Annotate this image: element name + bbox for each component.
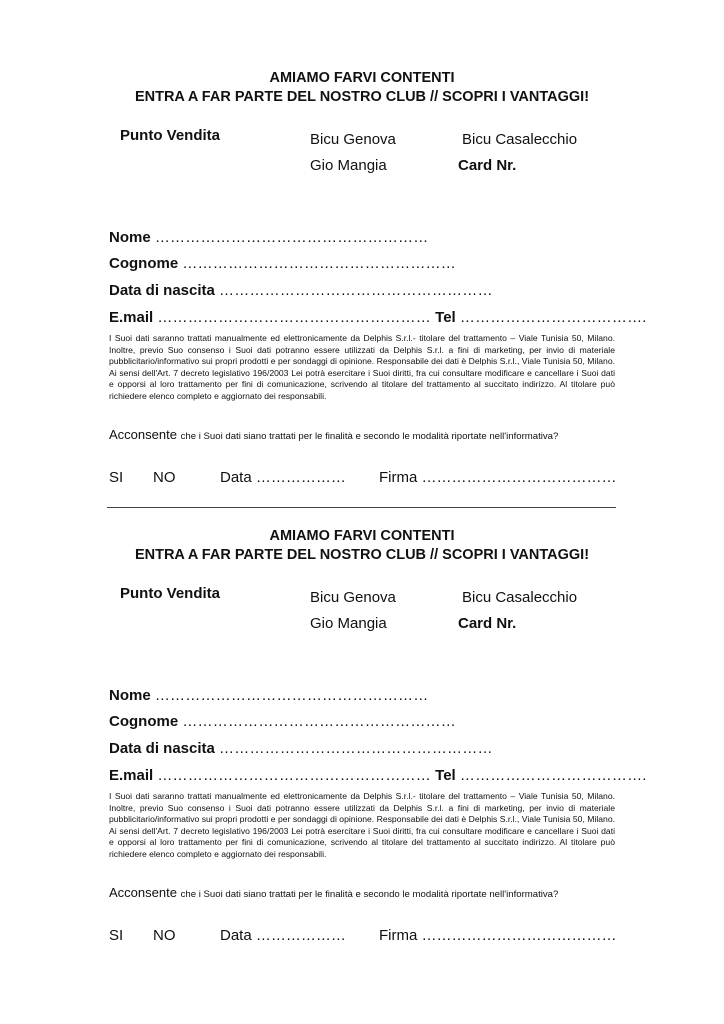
email-label: E.mail xyxy=(109,309,154,326)
tel-label: Tel xyxy=(435,767,456,784)
punto-vendita-label: Punto Vendita xyxy=(120,585,221,602)
privacy-notice: I Suoi dati saranno trattati manualmente ed elettronicamente da Delphis S.r.l.- titolare del trattamento – Viale Tunisia 50, Milano. Inoltre, previo Suo consenso i Suoi dati potranno essere utilizzati da Delphis S.r.l. a fini di marketing, per invio di materiale pubblicitario/informativo sui propri prodotti e per sondaggi di opinione. Responsabile dei dati è Delphis S.r.l., Viale Tunisia 50, Milano. Ai sensi dell'Art. 7 decreto legislativo 196/2003 Lei potrà esercitare i Suoi diritti, fra cui consultare modificare e cancellare i Suoi dati e opporsi al loro trattamento per fini di comunicazione, scrivendo al titolare del trattamento al succitato indirizzo. Al titolare può richiedere elenco completo e aggiornato dei responsabili. xyxy=(109,791,615,859)
acconsente-label: Acconsente xyxy=(109,885,177,900)
cognome-label: Cognome xyxy=(109,255,179,272)
nome-field[interactable] xyxy=(109,229,428,246)
data-nascita-field[interactable] xyxy=(109,282,493,299)
store-option-gio-mangia[interactable]: Gio Mangia xyxy=(310,615,387,632)
registration-form-1 xyxy=(0,0,724,486)
no-option[interactable]: NO xyxy=(153,927,176,944)
cognome-label: Cognome xyxy=(109,713,179,730)
nome-field[interactable] xyxy=(109,687,428,704)
data-nascita-label: Data di nascita xyxy=(109,282,215,299)
store-option-bicu-genova[interactable]: Bicu Genova xyxy=(310,131,396,148)
registration-form-2 xyxy=(0,458,724,944)
cognome-field[interactable] xyxy=(109,255,456,272)
punto-vendita-label: Punto Vendita xyxy=(120,127,221,144)
store-option-gio-mangia[interactable]: Gio Mangia xyxy=(310,157,387,174)
card-number-label: Card Nr. xyxy=(458,615,517,632)
tel-label: Tel xyxy=(435,309,456,326)
tel-blank[interactable]: ………………………………. xyxy=(459,767,647,784)
nome-label: Nome xyxy=(109,687,151,704)
nome-blank[interactable]: ……………………………………………… xyxy=(154,687,429,704)
firma-field[interactable] xyxy=(379,927,617,944)
firma-blank[interactable]: ………………………………… xyxy=(421,469,617,486)
email-blank[interactable]: ……………………………………………… xyxy=(157,309,431,326)
email-label: E.mail xyxy=(109,767,154,784)
firma-label: Firma xyxy=(379,469,418,486)
privacy-notice: I Suoi dati saranno trattati manualmente ed elettronicamente da Delphis S.r.l.- titolare del trattamento – Viale Tunisia 50, Milano. Inoltre, previo Suo consenso i Suoi dati potranno essere utilizzati da Delphis S.r.l. a fini di marketing, per invio di materiale pubblicitario/informativo sui propri prodotti e per sondaggi di opinione. Responsabile dei dati è Delphis S.r.l., Viale Tunisia 50, Milano. Ai sensi dell'Art. 7 decreto legislativo 196/2003 Lei potrà esercitare i Suoi diritti, fra cui consultare modificare e cancellare i Suoi dati e opporsi al loro trattamento per fini di comunicazione, scrivendo al titolare del trattamento al succitato indirizzo. Al titolare può richiedere elenco completo e aggiornato dei responsabili. xyxy=(109,333,615,401)
consent-text: che i Suoi dati siano trattati per le finalità e secondo le modalità riportate nell'informativa? xyxy=(180,431,559,442)
data-blank[interactable]: ……………… xyxy=(255,927,346,944)
firma-blank[interactable]: ………………………………… xyxy=(421,927,617,944)
form-title-line2: ENTRA A FAR PARTE DEL NOSTRO CLUB // SCOPRI I VANTAGGI! xyxy=(134,89,590,105)
data-blank[interactable]: ……………… xyxy=(255,469,346,486)
firma-label: Firma xyxy=(379,927,418,944)
data-nascita-label: Data di nascita xyxy=(109,740,215,757)
form-title-line1: AMIAMO FARVI CONTENTI xyxy=(269,70,455,86)
store-option-bicu-casalecchio[interactable]: Bicu Casalecchio xyxy=(462,589,578,606)
form-title-line1: AMIAMO FARVI CONTENTI xyxy=(269,528,455,544)
form-title-line2: ENTRA A FAR PARTE DEL NOSTRO CLUB // SCOPRI I VANTAGGI! xyxy=(134,547,590,563)
data-nascita-blank[interactable]: ……………………………………………… xyxy=(219,282,493,299)
consent-question xyxy=(109,427,558,442)
si-option[interactable]: SI xyxy=(109,469,124,486)
tel-blank[interactable]: ………………………………. xyxy=(459,309,647,326)
cognome-blank[interactable]: ……………………………………………… xyxy=(182,713,456,730)
data-label: Data xyxy=(220,927,252,944)
nome-label: Nome xyxy=(109,229,151,246)
card-number-label: Card Nr. xyxy=(458,157,517,174)
nome-blank[interactable]: ……………………………………………… xyxy=(154,229,429,246)
data-nascita-field[interactable] xyxy=(109,740,493,757)
cognome-field[interactable] xyxy=(109,713,456,730)
consent-text: che i Suoi dati siano trattati per le finalità e secondo le modalità riportate nell'informativa? xyxy=(180,889,559,900)
cognome-blank[interactable]: ……………………………………………… xyxy=(182,255,456,272)
email-blank[interactable]: ……………………………………………… xyxy=(157,767,431,784)
data-field[interactable] xyxy=(220,927,346,944)
consent-question xyxy=(109,885,558,900)
no-option[interactable]: NO xyxy=(153,469,176,486)
store-option-bicu-genova[interactable]: Bicu Genova xyxy=(310,589,396,606)
acconsente-label: Acconsente xyxy=(109,427,177,442)
si-option[interactable]: SI xyxy=(109,927,124,944)
store-option-bicu-casalecchio[interactable]: Bicu Casalecchio xyxy=(462,131,578,148)
email-tel-row[interactable] xyxy=(109,309,647,326)
data-label: Data xyxy=(220,469,252,486)
email-tel-row[interactable] xyxy=(109,767,647,784)
data-nascita-blank[interactable]: ……………………………………………… xyxy=(219,740,493,757)
